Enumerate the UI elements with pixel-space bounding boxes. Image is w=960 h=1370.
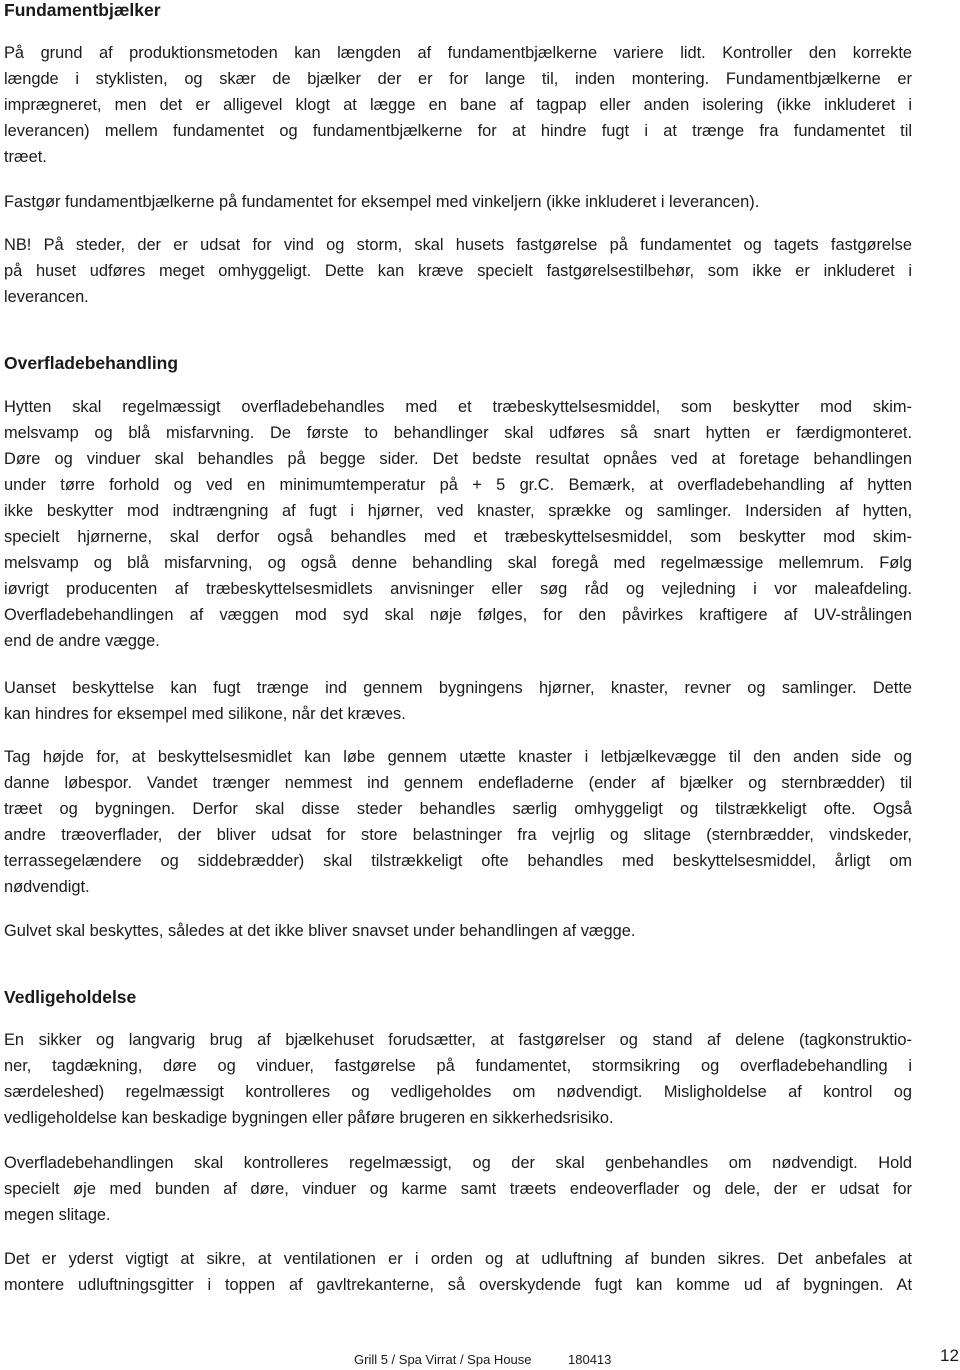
paragraph [4, 189, 912, 215]
paragraph [4, 675, 912, 727]
text-line: En sikker og langvarig brug af bjælkehuset forudsætter, at fastgørelser og stand af delene (tagkonstruktio- [4, 1031, 912, 1049]
text-line: Døre og vinduer skal behandles på begge sider. Det bedste resultat opnåes ved at foretage behandlingen [4, 450, 912, 468]
text-line: nødvendigt. [4, 878, 90, 896]
text-line: megen slitage. [4, 1206, 111, 1224]
footer-code: 180413 [568, 1352, 612, 1367]
text-line: montere udluftningsgitter i toppen af gavltrekanterne, så overskydende fugt kan komme ud af bygningen. At [4, 1276, 912, 1294]
paragraph [4, 232, 912, 310]
paragraph [4, 1150, 912, 1228]
text-line: leverancen) mellem fundamentet og fundamentbjælkerne for at hindre fugt i at trænge fra fundamentet til [4, 122, 912, 140]
text-line: Hytten skal regelmæssigt overfladebehandles med et træbeskyttelsesmiddel, som beskytter mod skim- [4, 398, 912, 416]
text-line: Tag højde for, at beskyttelsesmidlet kan løbe gennem utætte knaster i letbjælkevægge til den anden side og [4, 748, 912, 766]
text-line: specielt øje med bunden af døre, vinduer og karme samt træets endeoverflader og dele, der er udsat for [4, 1180, 912, 1198]
text-line: under tørre forhold og ved en minimumtemperatur på + 5 gr.C. Bemærk, at overfladebehandling af hytten [4, 476, 912, 494]
text-line: Fastgør fundamentbjælkerne på fundamentet for eksempel med vinkeljern (ikke inkluderet i leverancen). [4, 193, 760, 211]
text-line: ner, tagdækning, døre og vinduer, fastgørelse på fundamentet, stormsikring og overfladebehandling i [4, 1057, 912, 1075]
paragraph [4, 744, 912, 900]
section-heading-overfladebehandling: Overfladebehandling [4, 353, 179, 373]
text-line: end de andre vægge. [4, 632, 160, 650]
footer-product: Grill 5 / Spa Virrat / Spa House [354, 1352, 532, 1367]
text-line: Gulvet skal beskyttes, således at det ikke bliver snavset under behandlingen af vægge. [4, 922, 636, 940]
text-line: melsvamp og blå misfarvning. De første to behandlinger skal udføres så snart hytten er færdigmonteret. [4, 424, 912, 442]
section-heading-fundamentbjaelker: Fundamentbjælker [4, 0, 161, 20]
text-line: terrassegelændere og siddebrædder) skal tilstrækkeligt ofte behandles med beskyttelsesmiddel, årligt om [4, 852, 912, 870]
text-line: Det er yderst vigtigt at sikre, at ventilationen er i orden og at udluftning af bunden sikres. Det anbefales at [4, 1250, 912, 1268]
text-line: På grund af produktionsmetoden kan længden af fundamentbjælkerne variere lidt. Kontroller den korrekte [4, 44, 912, 62]
text-line: andre træoverflader, der bliver udsat for store belastninger fra vejrlig og slitage (sternbrædder, vindskeder, [4, 826, 912, 844]
page-number: 12 [940, 1346, 959, 1365]
text-line: Overfladebehandlingen af væggen mod syd skal nøje følges, for den påvirkes kraftigere af UV-strålingen [4, 606, 912, 624]
text-line: imprægneret, men det er alligevel klogt at lægge en bane af tagpap eller anden isolering (ikke inkluderet i [4, 96, 912, 114]
text-line: leverancen. [4, 288, 89, 306]
text-line: melsvamp og blå misfarvning, og også denne behandling skal foregå med regelmæssige mellemrum. Følg [4, 554, 912, 572]
paragraph [4, 1246, 912, 1298]
text-line: træet og bygningen. Derfor skal disse steder behandles særlig omhyggeligt og tilstrækkeligt ofte. Også [4, 800, 912, 818]
paragraph [4, 1027, 912, 1131]
paragraph [4, 918, 912, 944]
text-line: iøvrigt producenten af træbeskyttelsesmidlets anvisninger eller søg råd og vejledning i vor maleafdeling. [4, 580, 912, 598]
text-line: danne løbespor. Vandet trænger nemmest ind gennem endefladerne (ender af bjælker og sternbrædder) til [4, 774, 912, 792]
text-line: på huset udføres meget omhyggeligt. Dette kan kræve specielt fastgørelsestilbehør, som ikke er inkluderet i [4, 262, 912, 280]
text-line: vedligeholdelse kan beskadige bygningen eller påføre brugeren en sikkerhedsrisiko. [4, 1109, 614, 1127]
text-line: særdeleshed) regelmæssigt kontrolleres og vedligeholdes om nødvendigt. Misligholdelse af kontrol og [4, 1083, 912, 1101]
text-line: specielt hjørnerne, skal derfor også behandles med et træbeskyttelsesmiddel, som beskytter mod skim- [4, 528, 912, 546]
text-line: træet. [4, 148, 47, 166]
text-line: ikke beskytter mod indtrængning af fugt i hjørner, ved knaster, sprække og samlinger. Indersiden af hytten, [4, 502, 912, 520]
text-line: Overfladebehandlingen skal kontrolleres regelmæssigt, og der skal genbehandles om nødvendigt. Hold [4, 1154, 912, 1172]
paragraph [4, 40, 912, 170]
text-line: NB! På steder, der er udsat for vind og storm, skal husets fastgørelse på fundamentet og tagets fastgørelse [4, 236, 912, 254]
section-heading-vedligeholdelse: Vedligeholdelse [4, 987, 137, 1007]
text-line: kan hindres for eksempel med silikone, når det kræves. [4, 705, 406, 723]
paragraph [4, 394, 912, 654]
text-line: Uanset beskyttelse kan fugt trænge ind gennem bygningens hjørner, knaster, revner og samlinger. Dette [4, 679, 912, 697]
text-line: længde i styklisten, og skær de bjælker der er for lange til, inden montering. Fundamentbjælkerne er [4, 70, 912, 88]
